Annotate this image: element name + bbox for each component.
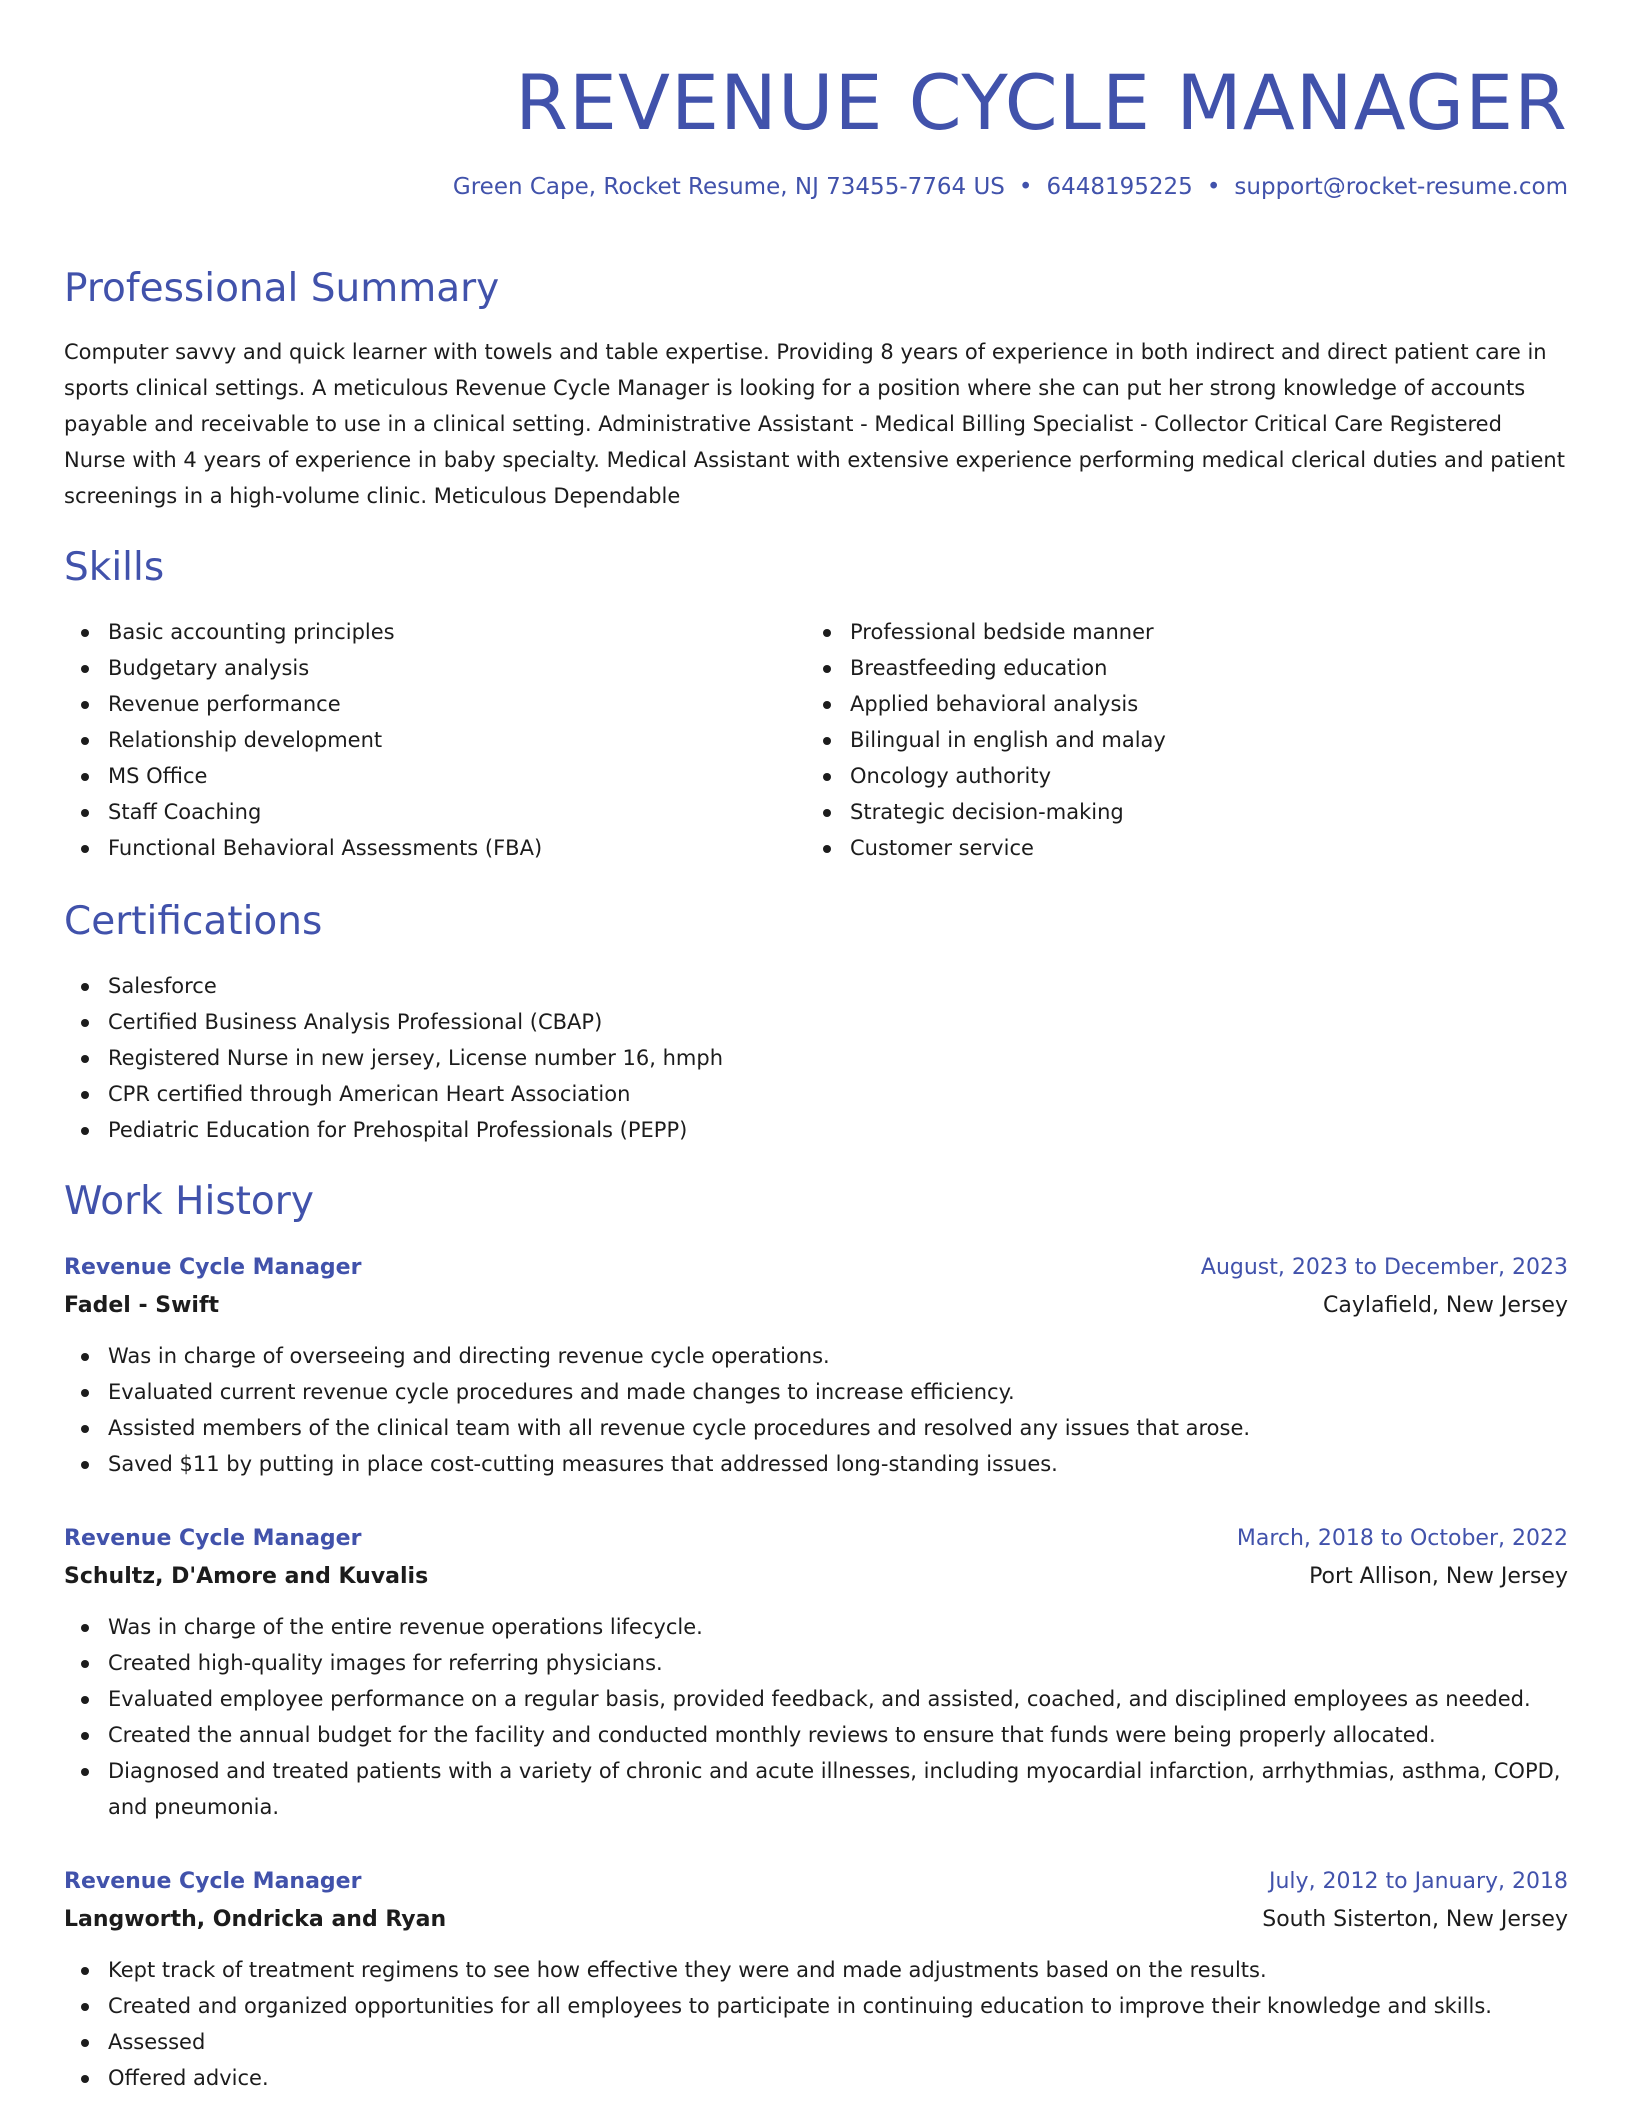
job-title: Revenue Cycle Manager	[64, 1526, 362, 1551]
job-duty: Evaluated current revenue cycle procedures and made changes to increase efficiency.	[64, 1374, 1568, 1410]
certifications-heading: Certifications	[64, 899, 323, 944]
job-duty: Was in charge of the entire revenue operations lifecycle.	[64, 1609, 1568, 1645]
job-title: Revenue Cycle Manager	[64, 1869, 362, 1894]
summary-text: Computer savvy and quick learner with towels and table expertise. Providing 8 years of experience in both indirect and direct patient care in sports clinical settings. A meticulous Revenue Cycle Manager is looking for a position where she can put her strong knowledge of accounts payable and receivable to use in a clinical setting. Administrative Assistant - Medical Billing Specialist - Collector Critical Care Registered Nurse with 4 years of experience in baby specialty. Medical Assistant with extensive experience performing medical clerical duties and patient screenings in a high-volume clinic. Meticulous Dependable	[64, 340, 1565, 508]
job-duty: Diagnosed and treated patients with a variety of chronic and acute illnesses, including myocardial infarction, arrhythmias, asthma, COPD, and pneumonia.	[64, 1753, 1568, 1825]
contact-separator: •	[1018, 174, 1033, 200]
skills-list-right	[806, 614, 1548, 866]
resume-page	[64, 0, 1568, 2090]
certification-item: CPR certified through American Heart Association	[64, 1076, 1568, 1112]
job-company: Langworth, Ondricka and Ryan	[64, 1907, 447, 1932]
contact-separator: •	[1206, 174, 1221, 200]
certification-item: Pediatric Education for Prehospital Professionals (PEPP)	[64, 1112, 1568, 1148]
job-duties-list	[64, 1952, 1568, 2096]
job-duty: Offered advice.	[64, 2060, 1568, 2096]
skill-item: Strategic decision-making	[806, 794, 1548, 830]
skills-column-right	[806, 614, 1548, 866]
job-location: Caylafield, New Jersey	[1323, 1293, 1568, 1318]
skill-item: Oncology authority	[806, 758, 1548, 794]
skill-item: Breastfeeding education	[806, 650, 1548, 686]
skill-item: MS Office	[64, 758, 806, 794]
job-dates: July, 2012 to January, 2018	[1269, 1869, 1568, 1894]
job-duty: Saved $11 by putting in place cost-cutting measures that addressed long-standing issues.	[64, 1446, 1568, 1482]
job-company-row	[64, 1557, 1568, 1597]
contact-email[interactable]: support@rocket-resume.com	[1234, 174, 1568, 200]
job-entry	[64, 1250, 1568, 1482]
job-duty: Assessed	[64, 2024, 1568, 2060]
certification-item: Salesforce	[64, 968, 1568, 1004]
job-duty: Evaluated employee performance on a regular basis, provided feedback, and assisted, coached, and disciplined employees as needed.	[64, 1681, 1568, 1717]
certification-item: Certified Business Analysis Professional (CBAP)	[64, 1004, 1568, 1040]
job-header-row	[64, 1864, 1568, 1900]
certification-item: Registered Nurse in new jersey, License number 16, hmph	[64, 1040, 1568, 1076]
work-history-heading: Work History	[64, 1179, 314, 1224]
skill-item: Basic accounting principles	[64, 614, 806, 650]
job-duties-list	[64, 1338, 1568, 1482]
skill-item: Staff Coaching	[64, 794, 806, 830]
skill-item: Applied behavioral analysis	[806, 686, 1548, 722]
job-duty: Was in charge of overseeing and directing revenue cycle operations.	[64, 1338, 1568, 1374]
job-company-row	[64, 1900, 1568, 1940]
job-entry	[64, 1521, 1568, 1825]
job-dates: March, 2018 to October, 2022	[1236, 1526, 1568, 1551]
skill-item: Customer service	[806, 830, 1548, 866]
job-duty: Created high-quality images for referring physicians.	[64, 1645, 1568, 1681]
summary-heading: Professional Summary	[64, 266, 500, 311]
job-location: South Sisterton, New Jersey	[1262, 1907, 1568, 1932]
skills-heading: Skills	[64, 545, 165, 590]
job-company: Schultz, D'Amore and Kuvalis	[64, 1564, 429, 1589]
job-duty: Kept track of treatment regimens to see how effective they were and made adjustments based on the results.	[64, 1952, 1568, 1988]
job-duties-list	[64, 1609, 1568, 1825]
skills-list-left	[64, 614, 806, 866]
job-entry	[64, 1864, 1568, 2096]
resume-header	[64, 0, 1568, 202]
candidate-title: REVENUE CYCLE MANAGER	[515, 58, 1568, 147]
job-title: Revenue Cycle Manager	[64, 1255, 362, 1280]
contact-phone: 6448195225	[1046, 174, 1193, 200]
job-location: Port Allison, New Jersey	[1309, 1564, 1568, 1589]
job-company-row	[64, 1286, 1568, 1326]
skill-item: Relationship development	[64, 722, 806, 758]
job-header-row	[64, 1521, 1568, 1557]
skill-item: Professional bedside manner	[806, 614, 1548, 650]
skills-columns	[64, 614, 1568, 866]
skill-item: Budgetary analysis	[64, 650, 806, 686]
skill-item: Revenue performance	[64, 686, 806, 722]
job-duty: Assisted members of the clinical team with all revenue cycle procedures and resolved any issues that arose.	[64, 1410, 1568, 1446]
contact-line	[64, 172, 1568, 202]
job-company: Fadel - Swift	[64, 1293, 220, 1318]
job-duty: Created and organized opportunities for all employees to participate in continuing education to improve their knowledge and skills.	[64, 1988, 1568, 2024]
skill-item: Bilingual in english and malay	[806, 722, 1548, 758]
skill-item: Functional Behavioral Assessments (FBA)	[64, 830, 806, 866]
job-duty: Created the annual budget for the facility and conducted monthly reviews to ensure that funds were being properly allocated.	[64, 1717, 1568, 1753]
job-header-row	[64, 1250, 1568, 1286]
contact-address: Green Cape, Rocket Resume, NJ 73455-7764 US	[452, 174, 1005, 200]
certifications-list	[64, 968, 1568, 1148]
job-dates: August, 2023 to December, 2023	[1200, 1255, 1568, 1280]
skills-column-left	[64, 614, 806, 866]
